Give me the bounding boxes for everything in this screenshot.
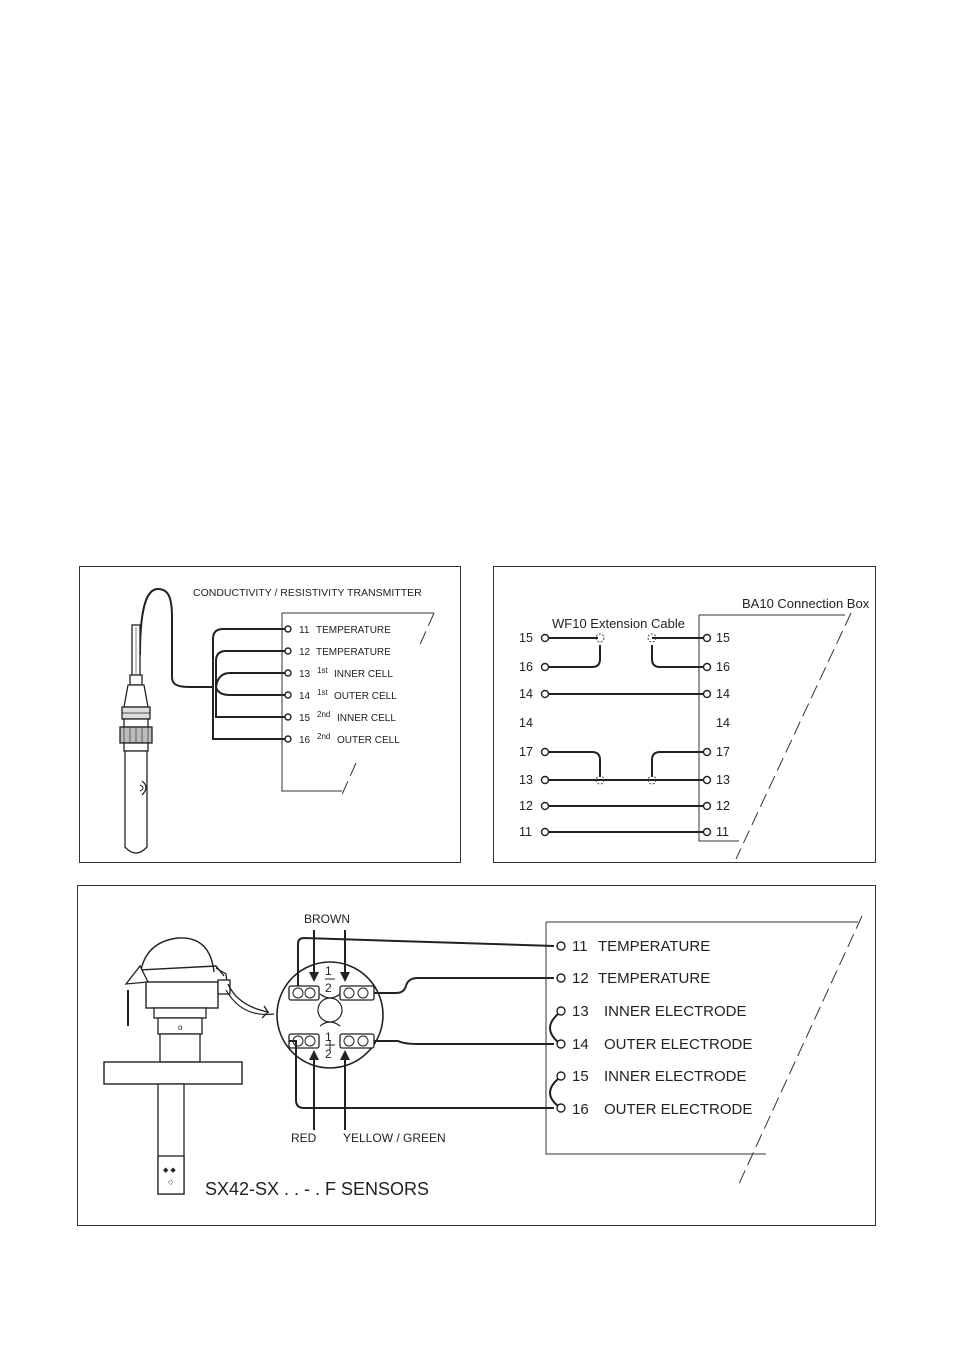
sensor-wiring-diagram xyxy=(78,886,877,1227)
terminal-label: 14 OUTER ELECTRODE xyxy=(572,1036,753,1053)
transmitter-wiring-panel xyxy=(79,566,461,863)
right-terminal-number: 14 xyxy=(716,716,730,730)
svg-text:◇: ◇ xyxy=(168,1179,174,1186)
terminal-14 xyxy=(285,692,291,698)
left-terminal-number: 13 xyxy=(519,773,533,787)
sensor-series-label: SX42-SX . . - . F SENSORS xyxy=(205,1179,430,1199)
wire-label-red: RED xyxy=(291,1131,317,1145)
terminal-label: 11 TEMPERATURE xyxy=(572,938,711,955)
fraction-numerator: 1 xyxy=(325,964,332,978)
right-terminal-number: 17 xyxy=(716,745,730,759)
svg-text:◆ ◆: ◆ ◆ xyxy=(163,1167,176,1174)
fraction-numerator: 1 xyxy=(325,1030,332,1044)
cable-title: WF10 Extension Cable xyxy=(552,616,685,631)
transmitter-title: CONDUCTIVITY / RESISTIVITY TRANSMITTER xyxy=(193,587,422,599)
svg-text:o: o xyxy=(178,1023,183,1032)
right-terminal-number: 16 xyxy=(716,660,730,674)
wire-label-brown: BROWN xyxy=(304,912,350,926)
terminal-13 xyxy=(285,670,291,676)
right-terminal-number: 13 xyxy=(716,773,730,787)
terminal-label: 11 TEMPERATURE xyxy=(299,625,391,636)
terminal-label: 12 TEMPERATURE xyxy=(299,647,391,658)
wire-label-yellow-green: YELLOW / GREEN xyxy=(343,1131,446,1145)
left-terminal-number: 14 xyxy=(519,716,533,730)
left-terminal-number: 17 xyxy=(519,745,533,759)
fraction-denominator: 2 xyxy=(325,1047,332,1061)
terminal-11 xyxy=(285,626,291,632)
conductivity-sensor-drawing xyxy=(120,625,152,853)
right-terminal-number: 11 xyxy=(716,825,729,839)
terminal-label: 15 2nd INNER CELL xyxy=(299,710,396,724)
right-terminal-number: 15 xyxy=(716,631,730,645)
fraction-denominator: 2 xyxy=(325,981,332,995)
terminal-12 xyxy=(285,648,291,654)
right-terminal-number: 12 xyxy=(716,799,730,813)
connection-box-panel xyxy=(493,566,876,863)
transmitter-wiring-diagram xyxy=(80,567,462,864)
connection-box-diagram xyxy=(494,567,877,864)
box-title: BA10 Connection Box xyxy=(742,596,870,611)
terminal-label: 12 TEMPERATURE xyxy=(572,970,711,987)
terminal-label: 16 OUTER ELECTRODE xyxy=(572,1101,753,1118)
terminal-label: 15 INNER ELECTRODE xyxy=(572,1068,747,1085)
terminal-label: 14 1st OUTER CELL xyxy=(299,688,397,702)
left-terminal-number: 16 xyxy=(519,660,533,674)
left-terminal-number: 11 xyxy=(519,825,532,839)
terminal-label: 16 2nd OUTER CELL xyxy=(299,732,400,746)
right-terminal-number: 14 xyxy=(716,687,730,701)
sx42-sensor-drawing xyxy=(104,938,274,1194)
terminal-15 xyxy=(285,714,291,720)
terminal-16 xyxy=(285,736,291,742)
terminal-label: 13 INNER ELECTRODE xyxy=(572,1003,747,1020)
terminal-label: 13 1st INNER CELL xyxy=(299,666,393,680)
left-terminal-number: 12 xyxy=(519,799,533,813)
sensor-wiring-panel xyxy=(77,885,876,1226)
left-terminal-number: 15 xyxy=(519,631,533,645)
left-terminal-number: 14 xyxy=(519,687,533,701)
